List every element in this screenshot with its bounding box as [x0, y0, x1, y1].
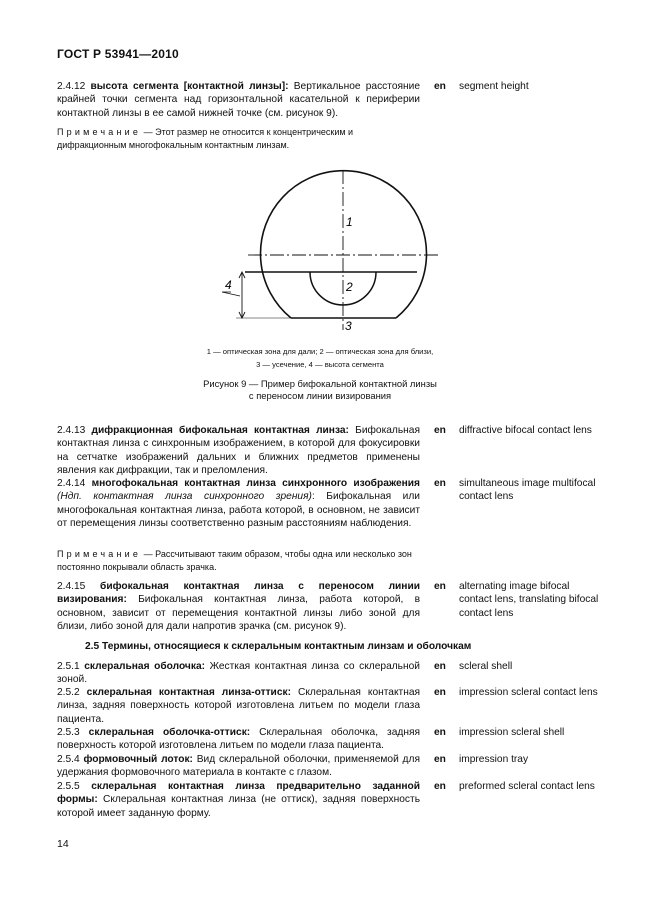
figure-label-4: 4	[225, 278, 232, 292]
label-4-leader	[222, 292, 240, 296]
lang-code: en	[434, 781, 446, 792]
term-entry-2-5-3	[57, 726, 420, 753]
term-definition: Бифокальная контактная линза, работа которой, в основном, зависит от перемещения контактной линзы либо зоной для близи, либо зоной для дали напротив зрачка (см. рисунок 9).	[57, 594, 420, 633]
term-number: 2.4.15	[57, 581, 86, 592]
lang-code: en	[434, 478, 446, 489]
note-text: — Этот размер не относится к концентрическим и дифракционным многофокальным контактным линзам.	[57, 127, 354, 150]
term-definition: Вертикальное расстояние крайней точки сегмента над горизонтальной касательной к периферии контактной линзы в ее самой нижней точке (см. рисунок 9).	[57, 81, 420, 119]
figure-9-diagram	[210, 168, 450, 338]
note-label: Примечание	[57, 549, 142, 559]
term-name: склеральная контактная линза предварительно заданной формы:	[57, 781, 420, 806]
term-definition: Склеральная контактная линза (не оттиск), задняя поверхность которой имеет заданную форму.	[57, 794, 420, 819]
term-name: многофокальная контактная линза синхронного изображения	[91, 478, 420, 489]
term-number: 2.5.5	[57, 781, 80, 792]
term-definition: Жесткая контактная линза со склеральной зоной.	[57, 661, 420, 686]
term-definition: : Бифокальная или многофокальная контактная линза, работа которой, в основном, не зависит от перемещения линзы соответственно разным расстояниям наблюдения.	[57, 491, 420, 530]
term-name: дифракционная бифокальная контактная линза:	[91, 425, 349, 436]
term-number: 2.5.3	[57, 727, 80, 738]
term-name: высота сегмента [контактной линзы]:	[90, 81, 289, 92]
english-term: impression scleral contact lens	[459, 687, 598, 698]
english-term: simultaneous image multifocal contact lens	[459, 478, 596, 503]
note-label: Примечание	[57, 127, 142, 137]
term-number: 2.4.13	[57, 425, 86, 436]
term-number: 2.4.12	[57, 81, 86, 92]
term-entry-2-4-14	[57, 477, 420, 531]
term-entry-2-4-13	[57, 424, 420, 478]
note-2	[57, 548, 420, 574]
english-term: impression scleral shell	[459, 727, 565, 738]
term-name: формовочный лоток:	[83, 754, 193, 765]
note-1	[57, 126, 420, 152]
english-term: preformed scleral contact lens	[459, 781, 595, 792]
term-name: склеральная оболочка-оттиск:	[88, 727, 251, 738]
term-definition: Склеральная оболочка, задняя поверхность которой изготовлена литьем по модели глаза пациента.	[57, 727, 420, 752]
lang-code: en	[434, 687, 446, 698]
term-number: 2.5.2	[57, 687, 80, 698]
term-number: 2.5.1	[57, 661, 80, 672]
term-name: склеральная контактная линза-оттиск:	[86, 687, 291, 698]
lang-code: en	[434, 81, 446, 92]
english-term: scleral shell	[459, 661, 513, 672]
lens-outline	[261, 171, 427, 318]
figure-label-1: 1	[346, 215, 353, 229]
term-name: склеральная оболочка:	[84, 661, 205, 672]
term-entry-2-4-12	[57, 80, 420, 120]
term-number: 2.4.14	[57, 478, 86, 489]
term-name: бифокальная контактная линза с переносом линии визирования:	[57, 581, 420, 606]
term-entry-2-4-15	[57, 580, 420, 634]
figure-label-2: 2	[346, 280, 353, 294]
term-definition: Вид склеральной оболочки, применяемой для удержания формовочного материала в контакте с глазом.	[57, 754, 420, 779]
lang-code: en	[434, 754, 446, 765]
section-title: 2.5 Термины, относящиеся к склеральным контактным линзам и оболочкам	[85, 641, 472, 652]
document-header: ГОСТ Р 53941—2010	[57, 47, 179, 61]
term-entry-2-5-1	[57, 660, 420, 687]
figure-legend-line-2: 3 — усечение, 4 — высота сегмента	[256, 360, 384, 369]
lang-code: en	[434, 661, 446, 672]
english-term: diffractive bifocal contact lens	[459, 425, 592, 436]
english-term: alternating image bifocal contact lens, translating bifocal contact lens	[459, 581, 599, 619]
term-entry-2-5-4	[57, 753, 420, 780]
figure-caption-line-1: Рисунок 9 — Пример бифокальной контактной линзы	[203, 378, 437, 389]
term-alternative: (Ндп. контактная линза синхронного зрения)	[57, 491, 312, 503]
lang-code: en	[434, 727, 446, 738]
page-number: 14	[57, 838, 69, 850]
term-entry-2-5-2	[57, 686, 420, 726]
figure-legend-line-1: 1 — оптическая зона для дали; 2 — оптическая зона для близи,	[206, 347, 434, 356]
figure-caption-line-2: с переносом линии визирования	[248, 390, 392, 401]
term-definition: Склеральная контактная линза, задняя поверхность которой изготовлена литьем по модели глаза пациента.	[57, 687, 420, 725]
figure-label-3: 3	[345, 319, 352, 333]
note-text: — Рассчитывают таким образом, чтобы одна или несколько зон постоянно покрывали область зрачка.	[57, 549, 412, 572]
english-term: segment height	[459, 81, 529, 92]
term-entry-2-5-5	[57, 780, 420, 820]
term-number: 2.5.4	[57, 754, 80, 765]
lang-code: en	[434, 425, 446, 436]
lang-code: en	[434, 581, 446, 592]
term-definition: Бифокальная контактная линза с синхронным изображением, в которой для фокусировки на сетчатке изображений дальних и ближних предметов применены явления как дифракции, так и преломления.	[57, 425, 420, 477]
english-term: impression tray	[459, 754, 529, 765]
